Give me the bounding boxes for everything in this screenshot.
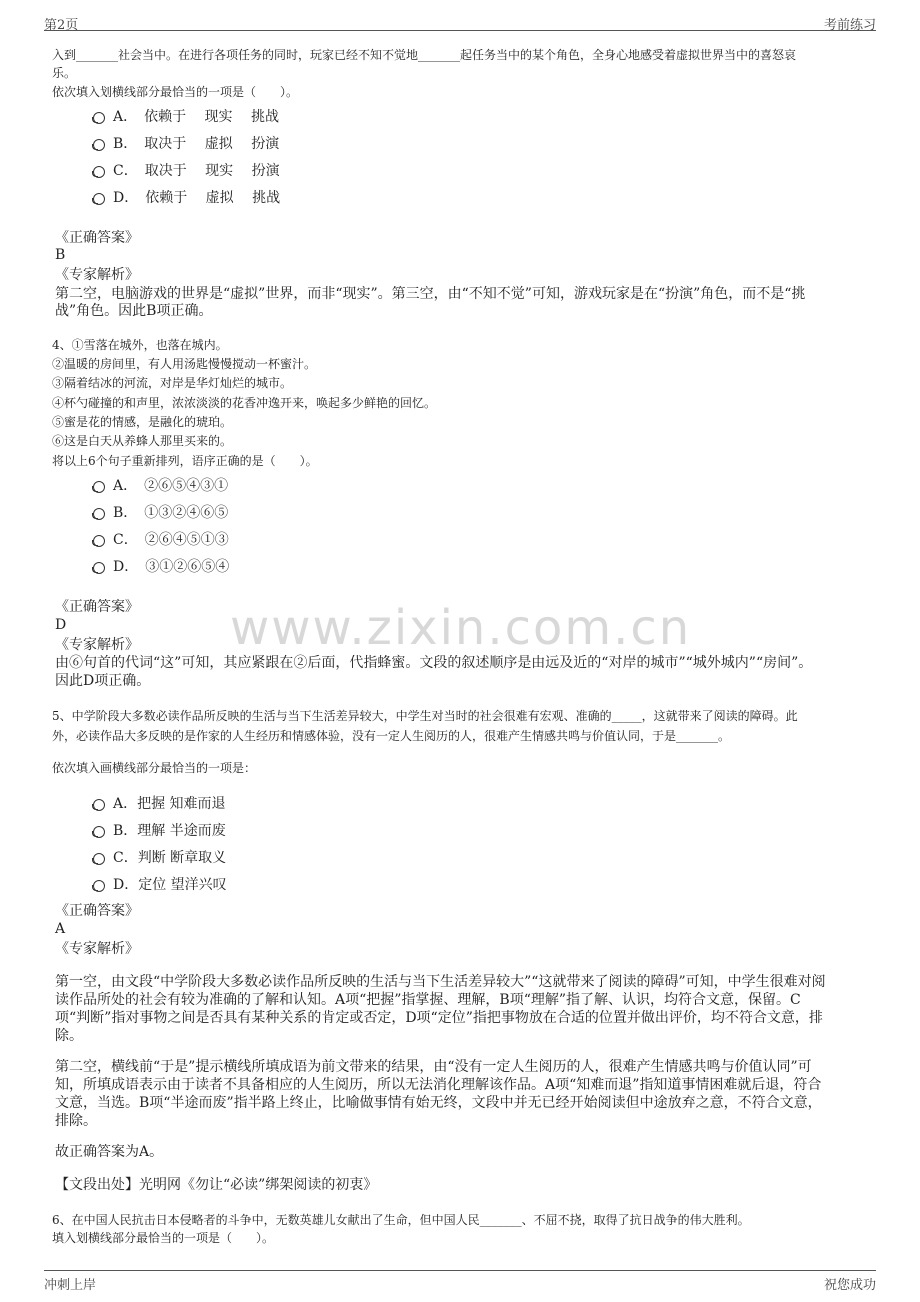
q3-stem-line-1: 入到_______社会当中。在进行各项任务的同时，玩家已经不知不觉地_______起任务当中的某个角色，全身心地感受着虚拟世界当中的喜怒哀	[52, 48, 797, 62]
q3-analysis-line-2: 战”角色。因此B项正确。	[55, 303, 213, 319]
q5-answer: A	[55, 921, 66, 937]
q3-answer: B	[55, 247, 66, 263]
q4-prompt: 将以上6个句子重新排列，语序正确的是（ ）。	[52, 454, 318, 468]
q3-option-a[interactable]: A． 依赖于 现实 挑战	[93, 106, 279, 126]
radio-icon[interactable]	[93, 508, 105, 520]
q3-option-d[interactable]: D． 依赖于 虚拟 挑战	[93, 187, 280, 207]
q4-stem-line: ⑥这是白天从养蜂人那里买来的。	[52, 434, 233, 448]
q5-analysis-label: 《专家解析》	[55, 941, 139, 957]
q5-para2-line: 文意，当选。B项“半途而废”指半路上终止，比喻做事情有始无终，文段中并无已经开始阅读但中途放弃之意，不符合文意，	[55, 1095, 822, 1111]
q4-stem-line: ④杯勺碰撞的和声里，浓浓淡淡的花香冲逸开来，唤起多少鲜艳的回忆。	[52, 396, 437, 410]
q4-option-d[interactable]: D． ③①②⑥⑤④	[93, 556, 229, 576]
page-header	[44, 10, 876, 31]
q5-stem-line-2: 外，必读作品大多反映的是作家的人生经历和情感体验，没有一定人生阅历的人，很难产生情感共鸣与价值认同，于是_______。	[52, 729, 731, 743]
q5-para1-line: 项“判断”指对事物之间是否具有某种关系的肯定或否定，D项“定位”指把事物放在合适的位置并做出评价，均不符合文意，排	[55, 1010, 823, 1026]
q5-prompt: 依次填入画横线部分最恰当的一项是：	[52, 761, 257, 775]
radio-icon[interactable]	[93, 139, 105, 151]
q5-para2-line: 第二空，横线前“于是”提示横线所填成语为前文带来的结果，由“没有一定人生阅历的人，很难产生情感共鸣与价值认同”可	[55, 1059, 812, 1075]
radio-icon[interactable]	[93, 193, 105, 205]
footer-left: 冲刺上岸	[44, 1278, 97, 1293]
watermark: www.zixin.com.cn	[230, 600, 692, 656]
radio-icon[interactable]	[93, 880, 105, 892]
q4-answer-label: 《正确答案》	[55, 599, 139, 615]
header-title: 考前练习	[823, 18, 876, 33]
q4-option-b[interactable]: B． ①③②④⑥⑤	[93, 502, 228, 522]
page-footer	[44, 1270, 876, 1293]
q4-stem-line: ⑤蜜是花的情感，是融化的琥珀。	[52, 415, 233, 429]
q5-answer-label: 《正确答案》	[55, 903, 139, 919]
q5-option-c[interactable]: C．判断 断章取义	[93, 847, 226, 867]
q5-option-d[interactable]: D．定位 望洋兴叹	[93, 874, 227, 894]
q4-answer: D	[55, 617, 67, 633]
q4-analysis-line-1: 由⑥句首的代词“这”可知，其应紧跟在②后面，代指蜂蜜。文段的叙述顺序是由远及近的“对岸的城市”“城外城内”“房间”。	[55, 655, 813, 671]
q5-source: 【文段出处】光明网《勿让“必读”绑架阅读的初衷》	[55, 1177, 378, 1193]
radio-icon[interactable]	[93, 535, 105, 547]
q5-conclusion: 故正确答案为A。	[55, 1144, 164, 1160]
q4-stem-line: 4、①雪落在城外，也落在城内。	[52, 338, 228, 352]
q3-stem-line-2: 乐。	[52, 66, 77, 80]
q4-option-c[interactable]: C． ②⑥④⑤①③	[93, 529, 229, 549]
q3-analysis-line-1: 第二空，电脑游戏的世界是“虚拟”世界，而非“现实”。第三空，由“不知不觉”可知，游戏玩家是在“扮演”角色，而不是“挑	[55, 286, 806, 302]
q3-analysis-label: 《专家解析》	[55, 267, 139, 283]
q3-option-b[interactable]: B． 取决于 虚拟 扮演	[93, 133, 279, 153]
radio-icon[interactable]	[93, 826, 105, 838]
q6-prompt: 填入划横线部分最恰当的一项是（ ）。	[52, 1231, 275, 1245]
radio-icon[interactable]	[93, 481, 105, 493]
radio-icon[interactable]	[93, 166, 105, 178]
q3-prompt: 依次填入划横线部分最恰当的一项是（ ）。	[52, 85, 299, 99]
q3-option-c[interactable]: C． 取决于 现实 扮演	[93, 160, 280, 180]
q5-option-a[interactable]: A．把握 知难而退	[93, 793, 226, 813]
q5-para2-line: 知，所填成语表示由于读者不具备相应的人生阅历，所以无法消化理解该作品。A项“知难而退”指知道事情困难就后退，符合	[55, 1077, 822, 1093]
q3-answer-label: 《正确答案》	[55, 230, 139, 246]
radio-icon[interactable]	[93, 112, 105, 124]
radio-icon[interactable]	[93, 562, 105, 574]
radio-icon[interactable]	[93, 799, 105, 811]
q4-option-a[interactable]: A． ②⑥⑤④③①	[93, 475, 228, 495]
q5-para1-line: 第一空，由文段“中学阶段大多数必读作品所反映的生活与当下生活差异较大”“这就带来了阅读的障碍”可知，中学生很难对阅	[55, 974, 826, 990]
q5-para1-line: 除。	[55, 1028, 83, 1044]
q4-analysis-line-2: 因此D项正确。	[55, 673, 151, 689]
q4-analysis-label: 《专家解析》	[55, 637, 139, 653]
footer-right: 祝您成功	[823, 1278, 876, 1293]
page-number: 第2页	[44, 18, 79, 33]
q4-stem-line: ②温暖的房间里，有人用汤匙慢慢搅动一杯蜜汁。	[52, 357, 317, 371]
q5-option-b[interactable]: B．理解 半途而废	[93, 820, 226, 840]
radio-icon[interactable]	[93, 853, 105, 865]
q6-stem: 6、在中国人民抗击日本侵略者的斗争中，无数英雄儿女献出了生命，但中国人民_______、不屈不挠，取得了抗日战争的伟大胜利。	[52, 1213, 750, 1227]
q5-para2-line: 排除。	[55, 1113, 97, 1129]
q5-stem-line-1: 5、中学阶段大多数必读作品所反映的生活与当下生活差异较大，中学生对当时的社会很难有宏观、准确的_____，这就带来了阅读的障碍。此	[52, 709, 798, 723]
q4-stem-line: ③隔着结冰的河流，对岸是华灯灿烂的城市。	[52, 376, 293, 390]
q5-para1-line: 读作品所处的社会有较为准确的了解和认知。A项“把握”指掌握、理解，B项“理解”指了解、认识，均符合文意，保留。C	[55, 992, 801, 1008]
